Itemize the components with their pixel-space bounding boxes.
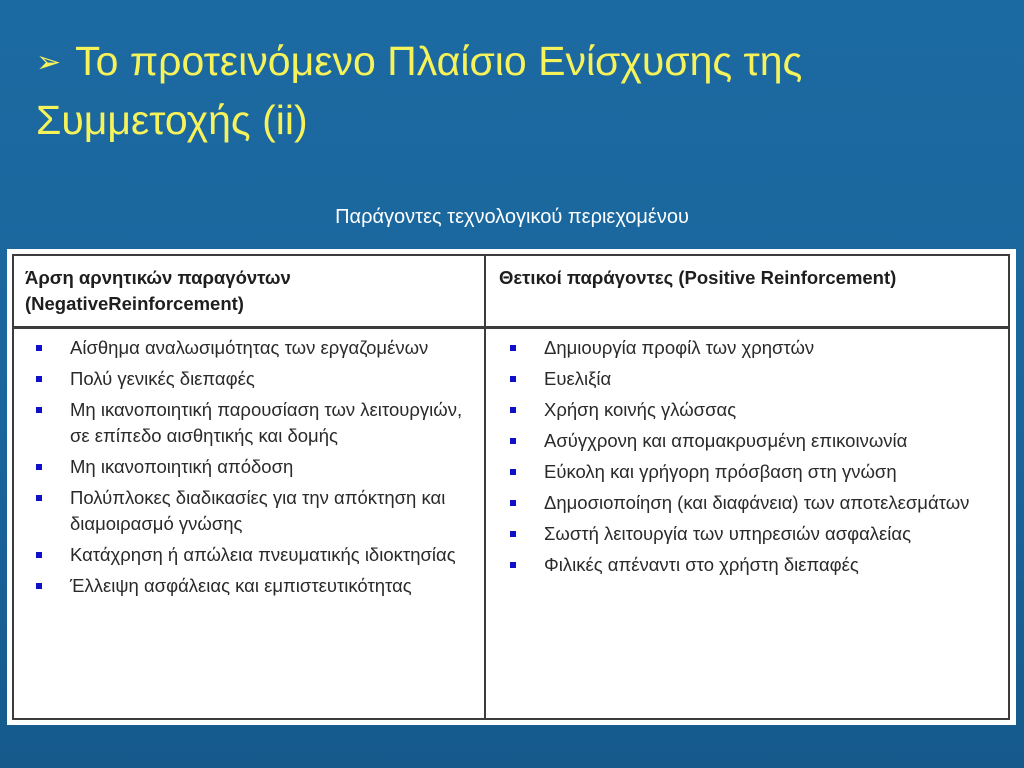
list-item-text: Δημιουργία προφίλ των χρηστών [544,337,815,358]
list-item [36,542,476,568]
list-item [36,454,476,480]
square-bullet-icon [510,500,516,506]
list-item [36,366,476,392]
slide-title [36,34,996,147]
list-item [510,490,1006,516]
square-bullet-icon [510,376,516,382]
list-item-text: Ασύγχρονη και απομακρυσμένη επικοινωνία [544,430,908,451]
square-bullet-icon [36,583,42,589]
negative-header-line1: Άρση αρνητικών παραγόντων [25,267,291,288]
list-item [510,459,1006,485]
square-bullet-icon [36,345,42,351]
square-bullet-icon [510,469,516,475]
square-bullet-icon [510,562,516,568]
list-item-text: Πολύ γενικές διεπαφές [70,368,255,389]
list-item-text: Σωστή λειτουργία των υπηρεσιών ασφαλείας [544,523,912,544]
list-item [510,397,1006,423]
list-item-text: Ευελιξία [544,368,612,389]
list-item [36,397,476,449]
list-item [510,335,1006,361]
list-item-text: Έλλειψη ασφάλειας και εμπιστευτικότητας [70,575,412,596]
list-item [510,521,1006,547]
square-bullet-icon [36,552,42,558]
factors-table-panel [7,249,1016,725]
list-item-text: Μη ικανοποιητική απόδοση [70,456,294,477]
list-item-text: Εύκολη και γρήγορη πρόσβαση στη γνώση [544,461,897,482]
list-item [510,366,1006,392]
list-item [510,428,1006,454]
positive-reinforcement-header: Θετικοί παράγοντες (Positive Reinforcement) [499,267,897,288]
list-item-text: Κατάχρηση ή απώλεια πνευματικής ιδιοκτησίας [70,544,456,565]
negative-factors-list [36,335,476,604]
square-bullet-icon [510,531,516,537]
square-bullet-icon [510,345,516,351]
list-item-text: Χρήση κοινής γλώσσας [544,399,737,420]
square-bullet-icon [36,464,42,470]
header-divider [14,326,1008,329]
list-item-text: Μη ικανοποιητική παρουσίαση των λειτουργιών, σε επίπεδο αισθητικής και δομής [70,399,463,446]
list-item-text: Πολύπλοκες διαδικασίες για την απόκτηση και διαμοιρασμό γνώσης [70,487,446,534]
slide-title-text: Το προτεινόμενο Πλαίσιο Ενίσχυσης της Συμμετοχής (ii) [36,38,803,143]
list-item [36,335,476,361]
negative-header-line2: (NegativeReinforcement) [25,293,244,314]
positive-factors-list [510,335,1006,583]
negative-reinforcement-header [25,265,475,317]
square-bullet-icon [36,376,42,382]
square-bullet-icon [510,407,516,413]
list-item [36,573,476,599]
square-bullet-icon [36,495,42,501]
list-item [36,485,476,537]
list-item-text: Αίσθημα αναλωσιμότητας των εργαζομένων [70,337,429,358]
list-item [510,552,1006,578]
list-item-text: Δημοσιοποίηση (και διαφάνεια) των αποτελεσμάτων [544,492,970,513]
factors-table [12,254,1010,720]
square-bullet-icon [36,407,42,413]
square-bullet-icon [510,438,516,444]
slide-subtitle: Παράγοντες τεχνολογικού περιεχομένου [335,206,689,228]
arrow-bullet-icon: ➢ [36,46,62,79]
list-item-text: Φιλικές απέναντι στο χρήστη διεπαφές [544,554,859,575]
